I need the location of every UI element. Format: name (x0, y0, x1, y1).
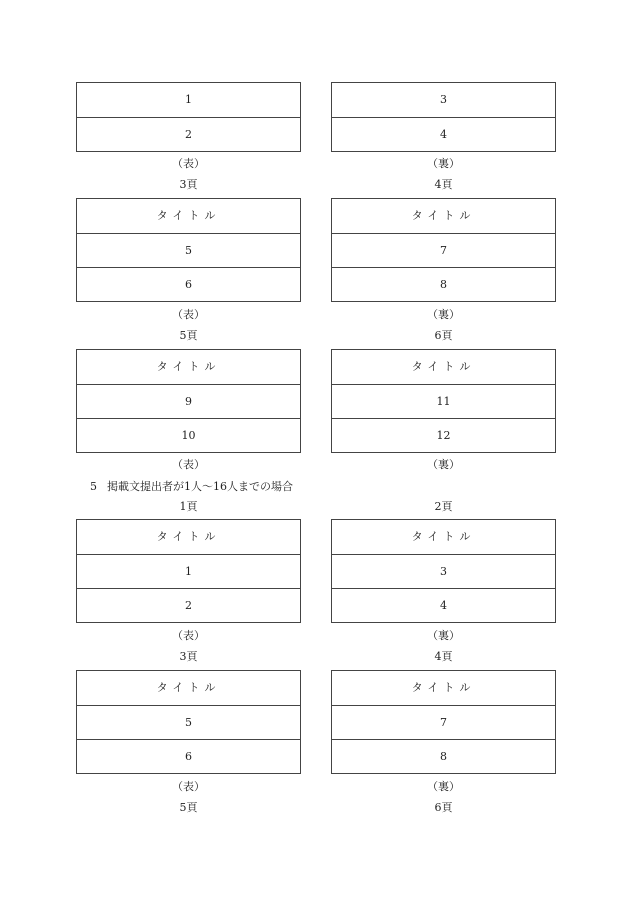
back-label: （裏） (427, 458, 460, 471)
box-cell: 10 (77, 418, 300, 452)
layout-box-right (331, 349, 556, 453)
layout-box-right (331, 82, 556, 152)
box-cell: 4 (332, 117, 555, 151)
page-label: 4頁 (434, 650, 453, 663)
box-cell: 6 (77, 739, 300, 773)
page-label: 2頁 (434, 500, 453, 513)
layout-box-right (331, 198, 556, 302)
box-title-cell: タイトル (411, 360, 476, 373)
box-cell: 3 (332, 554, 555, 588)
front-label: （表） (172, 458, 205, 471)
front-label: （表） (172, 629, 205, 642)
layout-box-left (76, 519, 301, 623)
box-cell: 5 (77, 233, 300, 267)
page-label: 5頁 (179, 801, 198, 814)
box-cell: 2 (77, 588, 300, 622)
page-label: 3頁 (179, 178, 198, 191)
box-title-cell: タイトル (411, 530, 476, 543)
layout-box-right (331, 670, 556, 774)
box-title-cell: タイトル (411, 209, 476, 222)
box-cell: 3 (440, 93, 447, 106)
box-title-cell: タイトル (156, 681, 221, 694)
layout-box-left (76, 82, 301, 152)
box-cell: 7 (332, 705, 555, 739)
box-cell: 6 (77, 267, 300, 301)
section-text: 掲載文提出者が1人～16人までの場合 (107, 480, 293, 493)
box-title-cell: タイトル (411, 681, 476, 694)
front-label: （表） (172, 780, 205, 793)
page-label: 1頁 (179, 500, 198, 513)
layout-box-right (331, 519, 556, 623)
box-title-cell: タイトル (156, 360, 221, 373)
layout-box-left (76, 349, 301, 453)
box-cell: 8 (332, 267, 555, 301)
box-cell: 9 (77, 384, 300, 418)
box-cell: 1 (185, 93, 192, 106)
back-label: （裏） (427, 780, 460, 793)
page-label: 6頁 (434, 801, 453, 814)
layout-box-left (76, 198, 301, 302)
section-heading (90, 480, 293, 494)
box-cell: 5 (77, 705, 300, 739)
box-cell: 4 (332, 588, 555, 622)
box-title-cell: タイトル (156, 209, 221, 222)
page-label: 6頁 (434, 329, 453, 342)
box-cell: 1 (77, 554, 300, 588)
box-title-cell: タイトル (156, 530, 221, 543)
section-number: 5 (90, 480, 97, 493)
back-label: （裏） (427, 308, 460, 321)
box-cell: 2 (77, 117, 300, 151)
box-cell: 7 (332, 233, 555, 267)
box-cell: 8 (332, 739, 555, 773)
page-label: 3頁 (179, 650, 198, 663)
layout-box-left (76, 670, 301, 774)
page-label: 4頁 (434, 178, 453, 191)
front-label: （表） (172, 157, 205, 170)
front-label: （表） (172, 308, 205, 321)
back-label: （裏） (427, 629, 460, 642)
back-label: （裏） (427, 157, 460, 170)
box-cell: 12 (332, 418, 555, 452)
page-label: 5頁 (179, 329, 198, 342)
box-cell: 11 (332, 384, 555, 418)
